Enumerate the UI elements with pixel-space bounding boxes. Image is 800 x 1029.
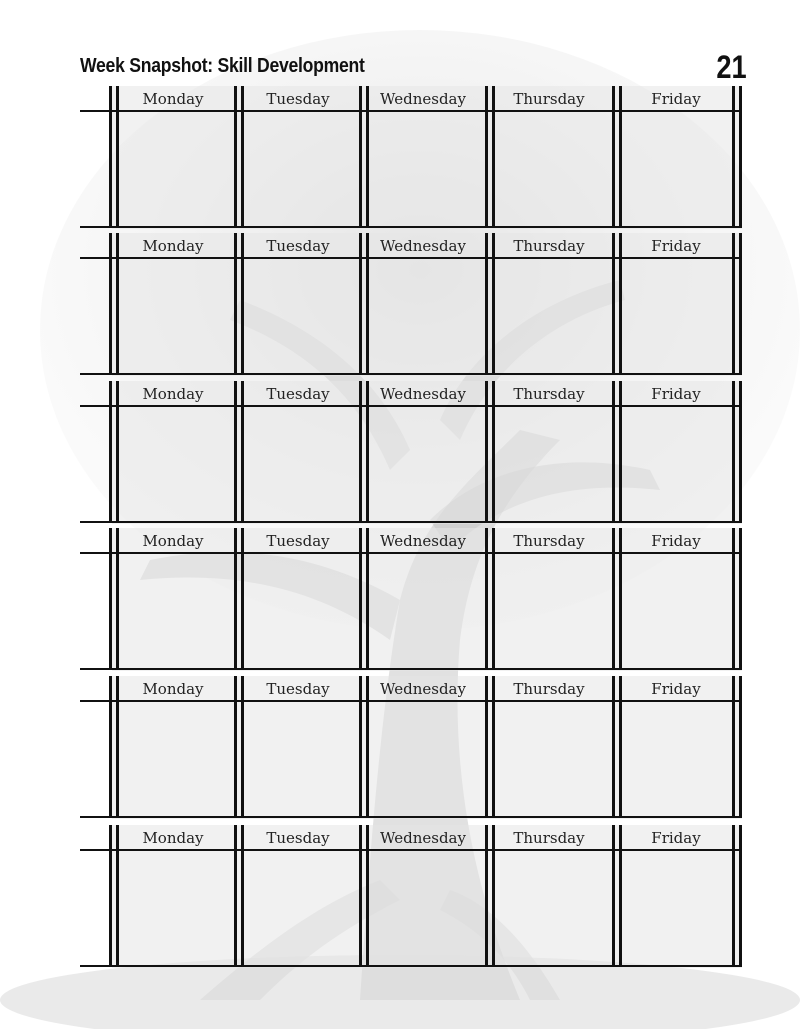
day-entry-cell[interactable] [494, 260, 606, 372]
week-block [80, 381, 745, 524]
day-entry-cell[interactable] [118, 113, 230, 225]
day-entry-cell[interactable] [118, 703, 230, 815]
column-divider-line [739, 86, 742, 228]
day-entry-cell[interactable] [494, 113, 606, 225]
day-label-thursday: Thursday [513, 532, 585, 550]
day-label-thursday: Thursday [513, 385, 585, 403]
day-label-monday: Monday [142, 680, 204, 698]
week-block [80, 825, 745, 968]
day-label-thursday: Thursday [513, 680, 585, 698]
day-entry-cell[interactable] [368, 555, 480, 667]
week-bottom-line [80, 816, 742, 818]
week-block [80, 676, 745, 819]
column-divider-line [739, 528, 742, 670]
day-label-tuesday: Tuesday [266, 532, 330, 550]
day-label-friday: Friday [651, 90, 701, 108]
day-entry-cell[interactable] [494, 852, 606, 964]
day-entry-cell[interactable] [243, 113, 355, 225]
day-label-wednesday: Wednesday [380, 90, 466, 108]
day-label-wednesday: Wednesday [380, 680, 466, 698]
day-label-monday: Monday [142, 532, 204, 550]
day-entry-cell[interactable] [621, 852, 733, 964]
header-divider-line [80, 110, 742, 112]
day-label-monday: Monday [142, 90, 204, 108]
week-block [80, 233, 745, 376]
column-divider-line [739, 233, 742, 375]
day-entry-cell[interactable] [368, 852, 480, 964]
day-entry-cell[interactable] [368, 113, 480, 225]
day-entry-cell[interactable] [621, 113, 733, 225]
day-entry-cell[interactable] [118, 408, 230, 520]
week-bottom-line [80, 521, 742, 523]
day-label-thursday: Thursday [513, 237, 585, 255]
day-entry-cell[interactable] [368, 260, 480, 372]
page-number: 21 [716, 49, 747, 85]
day-label-friday: Friday [651, 532, 701, 550]
day-label-wednesday: Wednesday [380, 532, 466, 550]
column-divider-line [739, 381, 742, 523]
column-divider-line [739, 676, 742, 818]
day-entry-cell[interactable] [243, 408, 355, 520]
day-label-wednesday: Wednesday [380, 385, 466, 403]
day-entry-cell[interactable] [118, 852, 230, 964]
day-label-tuesday: Tuesday [266, 90, 330, 108]
week-block [80, 86, 745, 229]
day-label-friday: Friday [651, 680, 701, 698]
day-label-friday: Friday [651, 829, 701, 847]
day-entry-cell[interactable] [494, 703, 606, 815]
day-label-monday: Monday [142, 829, 204, 847]
day-label-tuesday: Tuesday [266, 829, 330, 847]
day-label-tuesday: Tuesday [266, 237, 330, 255]
day-entry-cell[interactable] [494, 555, 606, 667]
page-title: Week Snapshot: Skill Development [80, 55, 365, 77]
header-divider-line [80, 405, 742, 407]
week-bottom-line [80, 373, 742, 375]
day-entry-cell[interactable] [621, 555, 733, 667]
header-divider-line [80, 849, 742, 851]
day-label-thursday: Thursday [513, 829, 585, 847]
week-bottom-line [80, 226, 742, 228]
day-entry-cell[interactable] [243, 703, 355, 815]
day-label-monday: Monday [142, 385, 204, 403]
day-entry-cell[interactable] [118, 555, 230, 667]
header-divider-line [80, 700, 742, 702]
day-entry-cell[interactable] [368, 703, 480, 815]
day-entry-cell[interactable] [243, 260, 355, 372]
day-entry-cell[interactable] [494, 408, 606, 520]
day-entry-cell[interactable] [621, 703, 733, 815]
day-entry-cell[interactable] [243, 555, 355, 667]
day-entry-cell[interactable] [368, 408, 480, 520]
day-label-tuesday: Tuesday [266, 385, 330, 403]
day-label-thursday: Thursday [513, 90, 585, 108]
day-label-friday: Friday [651, 385, 701, 403]
week-block [80, 528, 745, 671]
header-divider-line [80, 257, 742, 259]
week-bottom-line [80, 668, 742, 670]
day-entry-cell[interactable] [243, 852, 355, 964]
header-divider-line [80, 552, 742, 554]
day-label-wednesday: Wednesday [380, 829, 466, 847]
column-divider-line [739, 825, 742, 967]
day-label-wednesday: Wednesday [380, 237, 466, 255]
day-entry-cell[interactable] [621, 408, 733, 520]
day-label-monday: Monday [142, 237, 204, 255]
day-label-tuesday: Tuesday [266, 680, 330, 698]
week-bottom-line [80, 965, 742, 967]
day-label-friday: Friday [651, 237, 701, 255]
day-entry-cell[interactable] [118, 260, 230, 372]
day-entry-cell[interactable] [621, 260, 733, 372]
